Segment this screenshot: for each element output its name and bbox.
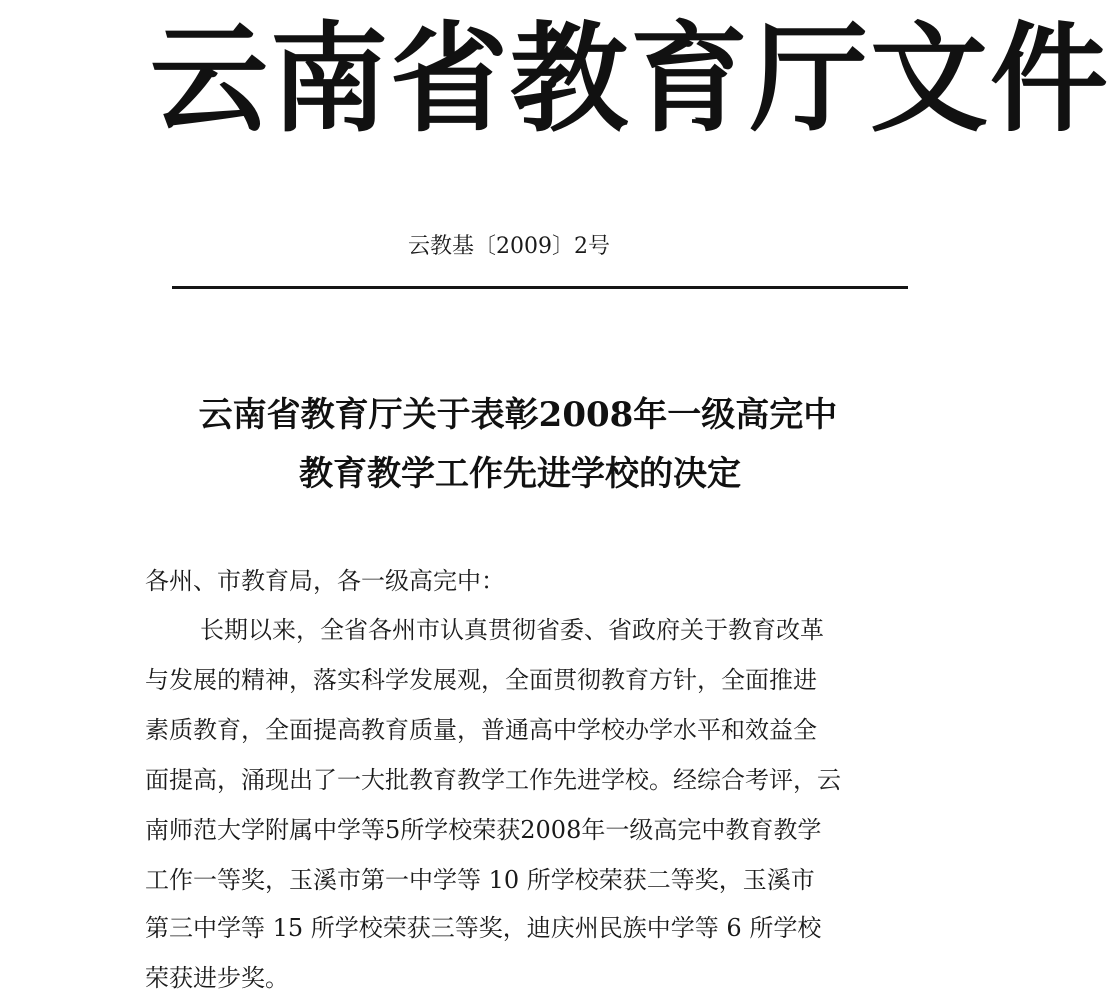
body-line: 第三中学等 15 所学校荣获三等奖，迪庆州民族中学等 6 所学校 bbox=[145, 914, 822, 942]
document-number: 云教基〔2009〕2号 bbox=[408, 234, 610, 259]
body-line: 南师范大学附属中学等5所学校荣获2008年一级高完中教育教学 bbox=[145, 816, 822, 844]
title-line-1: 云南省教育厅关于表彰2008年一级高完中 bbox=[198, 395, 838, 435]
salutation: 各州、市教育局，各一级高完中： bbox=[145, 567, 505, 595]
document-header: 云南省教育厅文件 bbox=[150, 9, 1110, 148]
title-line-2: 教育教学工作先进学校的决定 bbox=[299, 454, 741, 494]
body-line: 荣获进步奖。 bbox=[145, 964, 289, 992]
header-divider bbox=[172, 286, 908, 289]
body-line: 面提高，涌现出了一大批教育教学工作先进学校。经综合考评，云 bbox=[145, 766, 841, 794]
body-line: 与发展的精神，落实科学发展观，全面贯彻教育方针，全面推进 bbox=[145, 666, 817, 694]
body-line: 素质教育，全面提高教育质量，普通高中学校办学水平和效益全 bbox=[145, 716, 817, 744]
body-line: 工作一等奖，玉溪市第一中学等 10 所学校荣获二等奖，玉溪市 bbox=[145, 866, 815, 894]
body-line: 长期以来，全省各州市认真贯彻省委、省政府关于教育改革 bbox=[200, 616, 824, 644]
